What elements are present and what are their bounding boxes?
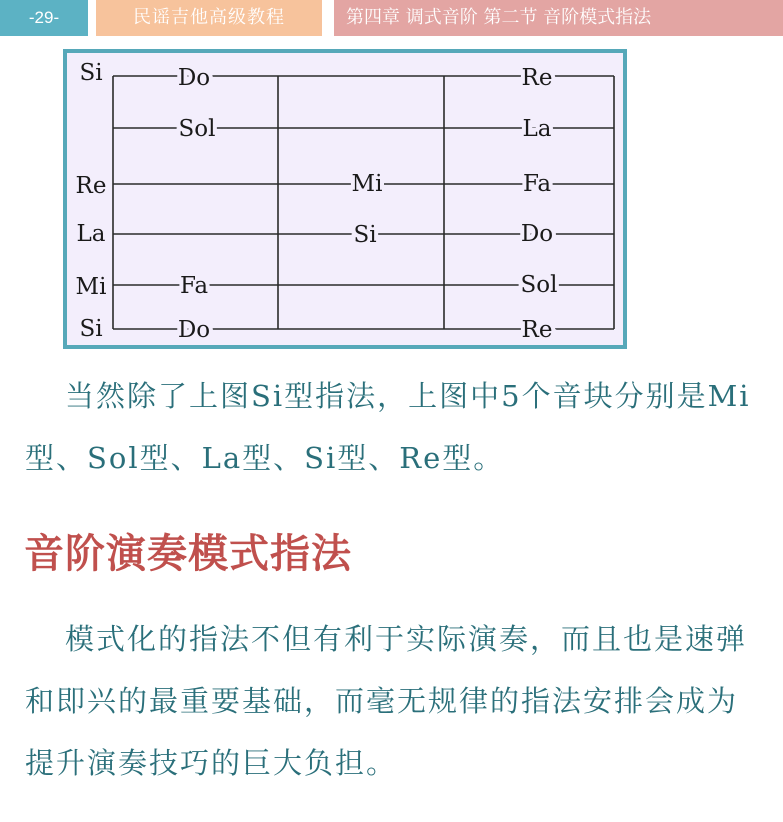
note-row1-a: Do: [177, 65, 211, 91]
note-left-row5: Mi: [75, 274, 107, 300]
book-title: 民谣吉他高级教程: [96, 0, 322, 36]
note-row5-a: Fa: [179, 273, 209, 299]
note-row5-c: Sol: [520, 272, 558, 298]
paragraph-block-types: [25, 365, 765, 489]
paragraph1-text: 当然除了上图Si型指法，上图中5个音块分别是Mi型、Sol型、La型、Si型、Re型。: [25, 379, 751, 475]
note-row4-b: Si: [353, 222, 377, 248]
note-row2-c: La: [522, 116, 552, 142]
note-left-row4: La: [76, 221, 106, 247]
paragraph-pattern-fingering: [25, 608, 765, 794]
chapter-title: 第四章 调式音阶 第二节 音阶模式指法: [334, 0, 783, 36]
note-row4-c: Do: [520, 221, 554, 247]
note-row6-c: Re: [521, 317, 553, 343]
note-row2-a: Sol: [178, 116, 216, 142]
fretboard-svg: [67, 53, 623, 345]
note-row3-b: Mi: [351, 171, 383, 197]
note-left-row3: Re: [75, 173, 107, 199]
section-heading: 音阶演奏模式指法: [24, 531, 352, 577]
note-row3-c: Fa: [522, 171, 552, 197]
page-header: [0, 0, 783, 36]
note-row1-c: Re: [521, 65, 553, 91]
note-left-row6: Si: [79, 316, 103, 342]
page-number: -29-: [0, 0, 88, 36]
note-left-row1: Si: [79, 60, 103, 86]
paragraph2-text: 模式化的指法不但有利于实际演奏，而且也是速弹和即兴的最重要基础，而毫无规律的指法安排会成为提升演奏技巧的巨大负担。: [25, 622, 748, 780]
fingering-diagram: [63, 49, 627, 349]
note-row6-a: Do: [177, 317, 211, 343]
